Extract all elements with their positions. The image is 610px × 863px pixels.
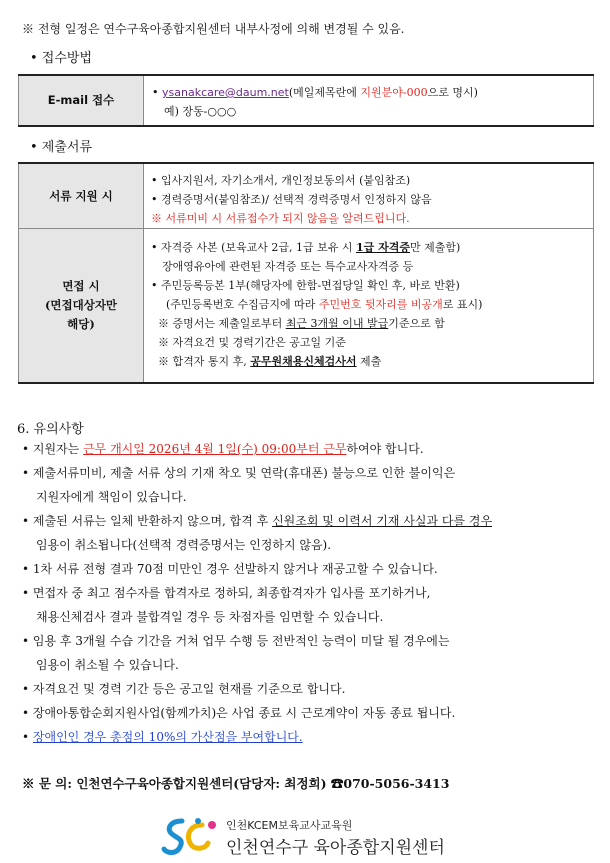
docs-row1-line-1: • 입사지원서, 자기소개서, 개인정보동의서 (붙임참조)	[151, 174, 411, 187]
note-3b: 임용이 취소됩니다(선택적 경력증명서는 인정하지 않음).	[36, 538, 332, 552]
docs-row2-line-1: • 자격증 사본 (보육교사 2급, 1급 보유 시 1급 자격증만 제출함)	[151, 241, 461, 254]
docs-row1-head: 서류 지원 시	[19, 163, 144, 229]
logo-text-line-1: 인천KCEM보육교사교육원	[226, 819, 353, 832]
docs-row2-line-6: ※ 자격요건 및 경력기간은 공고일 기준	[158, 336, 346, 349]
note-6b: 임용이 취소될 수 있습니다.	[36, 658, 179, 672]
schedule-note: ※ 전형 일정은 연수구육아종합지원센터 내부사정에 의해 변경될 수 있음.	[22, 22, 405, 36]
note-2b: 지원자에게 책임이 있습니다.	[36, 490, 187, 504]
docs-row1-line-2: • 경력증명서(붙임참조)/ 선택적 경력증명서 인정하지 않음	[151, 193, 432, 206]
email-table	[18, 74, 594, 127]
section-title-apply: • 접수방법	[30, 51, 93, 66]
note-7: • 자격요건 및 경력 기간 등은 공고일 현재를 기준으로 합니다.	[22, 682, 346, 696]
docs-row2-line-2: 장애영유아에 관련된 자격증 또는 특수교사자격증 등	[162, 260, 414, 273]
docs-row1-warning: ※ 서류미비 시 서류접수가 되지 않음을 알려드립니다.	[151, 212, 410, 225]
note-5a: • 면접자 중 최고 점수자를 합격자로 정하되, 최종합격자가 입사를 포기하거나,	[22, 586, 431, 600]
email-head: E-mail 접수	[19, 75, 144, 126]
note-9: • 장애인인 경우 총점의 10%의 가산점을 부여합니다.	[22, 730, 303, 744]
note-6a: • 임용 후 3개월 수습 기간을 거쳐 업무 수행 등 전반적인 능력이 미달 될 경우에는	[22, 634, 450, 648]
email-link[interactable]: ysanakcare@daum.net	[162, 86, 289, 99]
docs-row2-line-4: (주민등록번호 수집금지에 따라 주민번호 뒷자리를 비공개로 표시)	[166, 298, 483, 311]
docs-table	[18, 162, 594, 384]
section-title-docs: • 제출서류	[30, 140, 93, 155]
note-4: • 1차 서류 전형 결과 70점 미만인 경우 선발하지 않거나 재공고할 수 있습니다.	[22, 562, 438, 576]
note-8: • 장애아통합순회지원사업(함께가치)은 사업 종료 시 근로계약이 자동 종료 됩니다.	[22, 706, 456, 720]
center-logo	[160, 815, 460, 859]
email-line-2: 예) 장동-○○○	[164, 105, 237, 118]
contact-info: ※ 문 의: 인천연수구육아종합지원센터(담당자: 최정희) ☎070-5056-3413	[22, 776, 450, 791]
docs-row2-line-5: ※ 증명서는 제출일로부터 최근 3개월 이내 발급기준으로 함	[158, 317, 445, 330]
logo-text-line-2: 인천연수구 육아종합지원센터	[226, 838, 445, 858]
section-title-notes: 6. 유의사항	[17, 422, 84, 437]
email-line-1: • ysanakcare@daum.net(메일제목란에 지원분야-000으로 명시)	[152, 86, 478, 99]
docs-row2-line-3: • 주민등록등본 1부(해당자에 한함-면접당일 확인 후, 바로 반환)	[151, 279, 460, 292]
note-5b: 채용신체검사 결과 불합격일 경우 등 차점자를 임면할 수 있습니다.	[36, 610, 384, 624]
logo-mark-icon	[160, 815, 220, 859]
note-2a: • 제출서류미비, 제출 서류 상의 기재 착오 및 연락(휴대폰) 불능으로 인한 불이익은	[22, 466, 456, 480]
docs-row2-line-7: ※ 합격자 통지 후, 공무원채용신체검사서 제출	[158, 355, 382, 368]
note-1: • 지원자는 근무 개시일 2026년 4월 1일(수) 09:00부터 근무하여야 합니다.	[22, 442, 424, 456]
docs-row2-head: 면접 시 (면접대상자만 해당)	[19, 229, 144, 384]
note-3a: • 제출된 서류는 일체 반환하지 않으며, 합격 후 신원조회 및 이력서 기재 사실과 다를 경우	[22, 514, 493, 528]
